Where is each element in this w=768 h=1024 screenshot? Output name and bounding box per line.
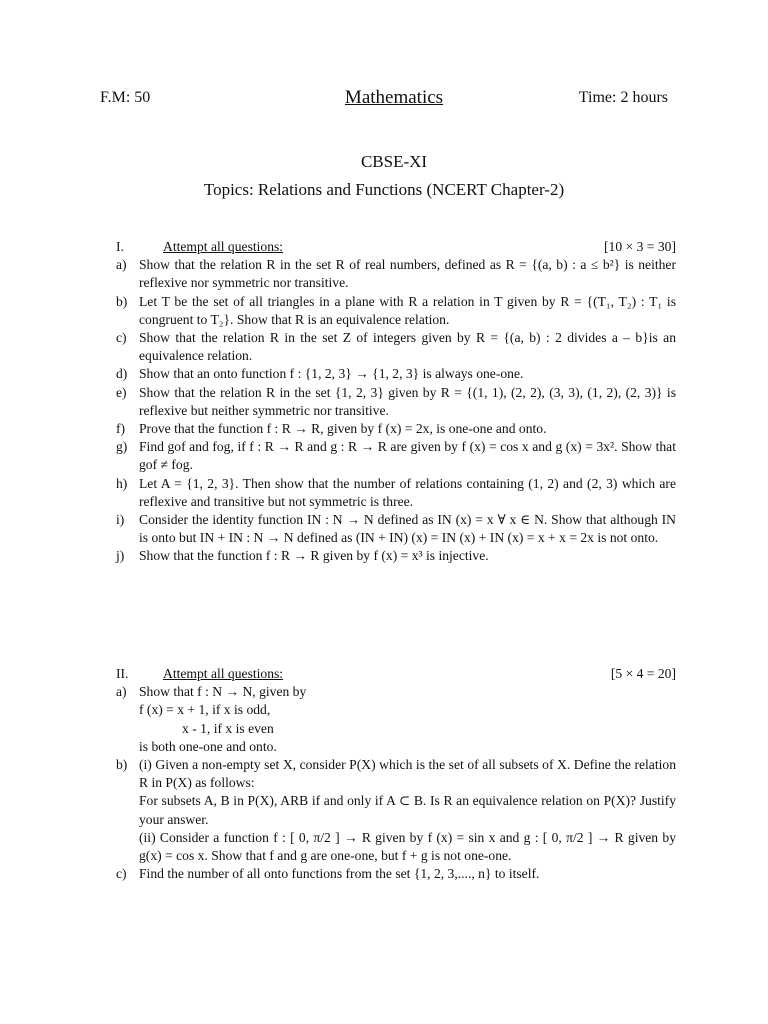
question-label: c): [116, 330, 127, 345]
question-label: i): [116, 512, 125, 528]
question-list: [116, 256, 676, 565]
question-item: [116, 547, 676, 565]
question-line: is both one-one and onto.: [139, 738, 277, 754]
question-label: b): [116, 293, 128, 309]
section-one-header: [116, 238, 676, 256]
question-text: Show that an onto function f : {1, 2, 3} → {1, 2, 3} is always one-one.: [139, 366, 524, 382]
question-text: Find the number of all onto functions from the set {1, 2, 3,...., n} to itself.: [139, 866, 540, 882]
question-label: d): [116, 366, 128, 382]
question-label: e): [116, 384, 127, 400]
question-line: x - 1, if x is even: [182, 720, 274, 736]
question-item: [116, 511, 676, 547]
subject-title: Mathematics: [344, 87, 444, 108]
section-two: [116, 665, 676, 883]
section-marks: [5 × 4 = 20]: [610, 666, 676, 681]
question-line: f (x) = x + 1, if x is odd,: [139, 702, 271, 718]
section-title: Attempt all questions:: [163, 666, 284, 681]
question-item: [116, 256, 676, 292]
question-item: [116, 683, 676, 756]
question-text: Consider the identity function IN : N → N defined as IN (x) = x ∀ x ∈ N. Show that although IN is onto but IN + IN : N → N defined as (IN + IN) (x) = IN (x) + IN (x) = x + x = 2x is not onto.: [139, 512, 676, 546]
question-label: f): [116, 421, 126, 437]
question-label: h): [116, 475, 128, 491]
question-text: Show that the relation R in the set Z of integers given by R = {(a, b) : 2 divides a – b}is an equivalence relation.: [139, 330, 676, 364]
question-part: (i) Given a non-empty set X, consider P(X) which is the set of all subsets of X. Define the relation R in P(X) as follows:: [139, 757, 676, 791]
question-label: b): [116, 757, 128, 772]
question-label: j): [116, 548, 125, 564]
question-text: [139, 756, 676, 865]
question-text: Show that the relation R in the set R of real numbers, defined as R = {(a, b) : a ≤ b²} is neither reflexive nor symmetric nor transitive.: [139, 257, 676, 291]
question-item: [116, 329, 676, 365]
section-number: II.: [116, 666, 129, 681]
topics-line: Topics: Relations and Functions (NCERT Chapter-2): [203, 180, 565, 199]
class-name: CBSE-XI: [360, 152, 428, 171]
question-item: [116, 438, 676, 474]
question-text: Let T be the set of all triangles in a plane with R a relation in T given by R = {(T₁, T₂) : T₁ is congruent to T₂}. Show that R is an equivalence relation.: [139, 293, 676, 327]
section-two-header: [116, 665, 676, 683]
question-label: a): [116, 257, 127, 273]
question-item: [116, 475, 676, 511]
section-one: [116, 238, 676, 566]
question-item: [116, 420, 676, 438]
question-text: Show that the relation R in the set {1, 2, 3} given by R = {(1, 1), (2, 2), (3, 3), (1, 2), (2, 3)} is reflexive but neither symmetric nor transitive.: [139, 384, 676, 418]
question-item: [116, 865, 676, 883]
time-allowed: Time: 2 hours: [578, 89, 668, 106]
full-marks: F.M: 50: [100, 89, 151, 106]
question-item: [116, 365, 676, 383]
question-text: [139, 683, 676, 756]
question-item: [116, 756, 676, 865]
section-number: I.: [116, 239, 124, 254]
question-label: g): [116, 439, 128, 455]
question-item: [116, 293, 676, 329]
question-line: Show that f : N → N, given by: [139, 684, 307, 700]
section-title: Attempt all questions:: [163, 239, 284, 254]
question-part: For subsets A, B in P(X), ARB if and only if A ⊂ B. Is R an equivalence relation on P(X)? Justify your answer.: [139, 793, 676, 827]
question-text: Show that the function f : R → R given by f (x) = x³ is injective.: [139, 548, 489, 564]
section-marks: [10 × 3 = 30]: [604, 239, 676, 254]
question-label: c): [116, 866, 127, 882]
question-item: [116, 384, 676, 420]
question-text: Let A = {1, 2, 3}. Then show that the number of relations containing (1, 2) and (2, 3) which are reflexive and transitive but not symmetric is three.: [139, 475, 676, 509]
question-part: (ii) Consider a function f : [ 0, π/2 ] → R given by f (x) = sin x and g : [ 0, π/2 ] → R given by g(x) = cos x. Show that f and g are one-one, but f + g is not one-one.: [139, 829, 676, 864]
question-label: a): [116, 684, 127, 700]
question-text: Find gof and fog, if f : R → R and g : R → R are given by f (x) = cos x and g (x) = 3x². Show that gof ≠ fog.: [139, 439, 676, 473]
question-text: Prove that the function f : R → R, given by f (x) = 2x, is one-one and onto.: [139, 421, 547, 437]
